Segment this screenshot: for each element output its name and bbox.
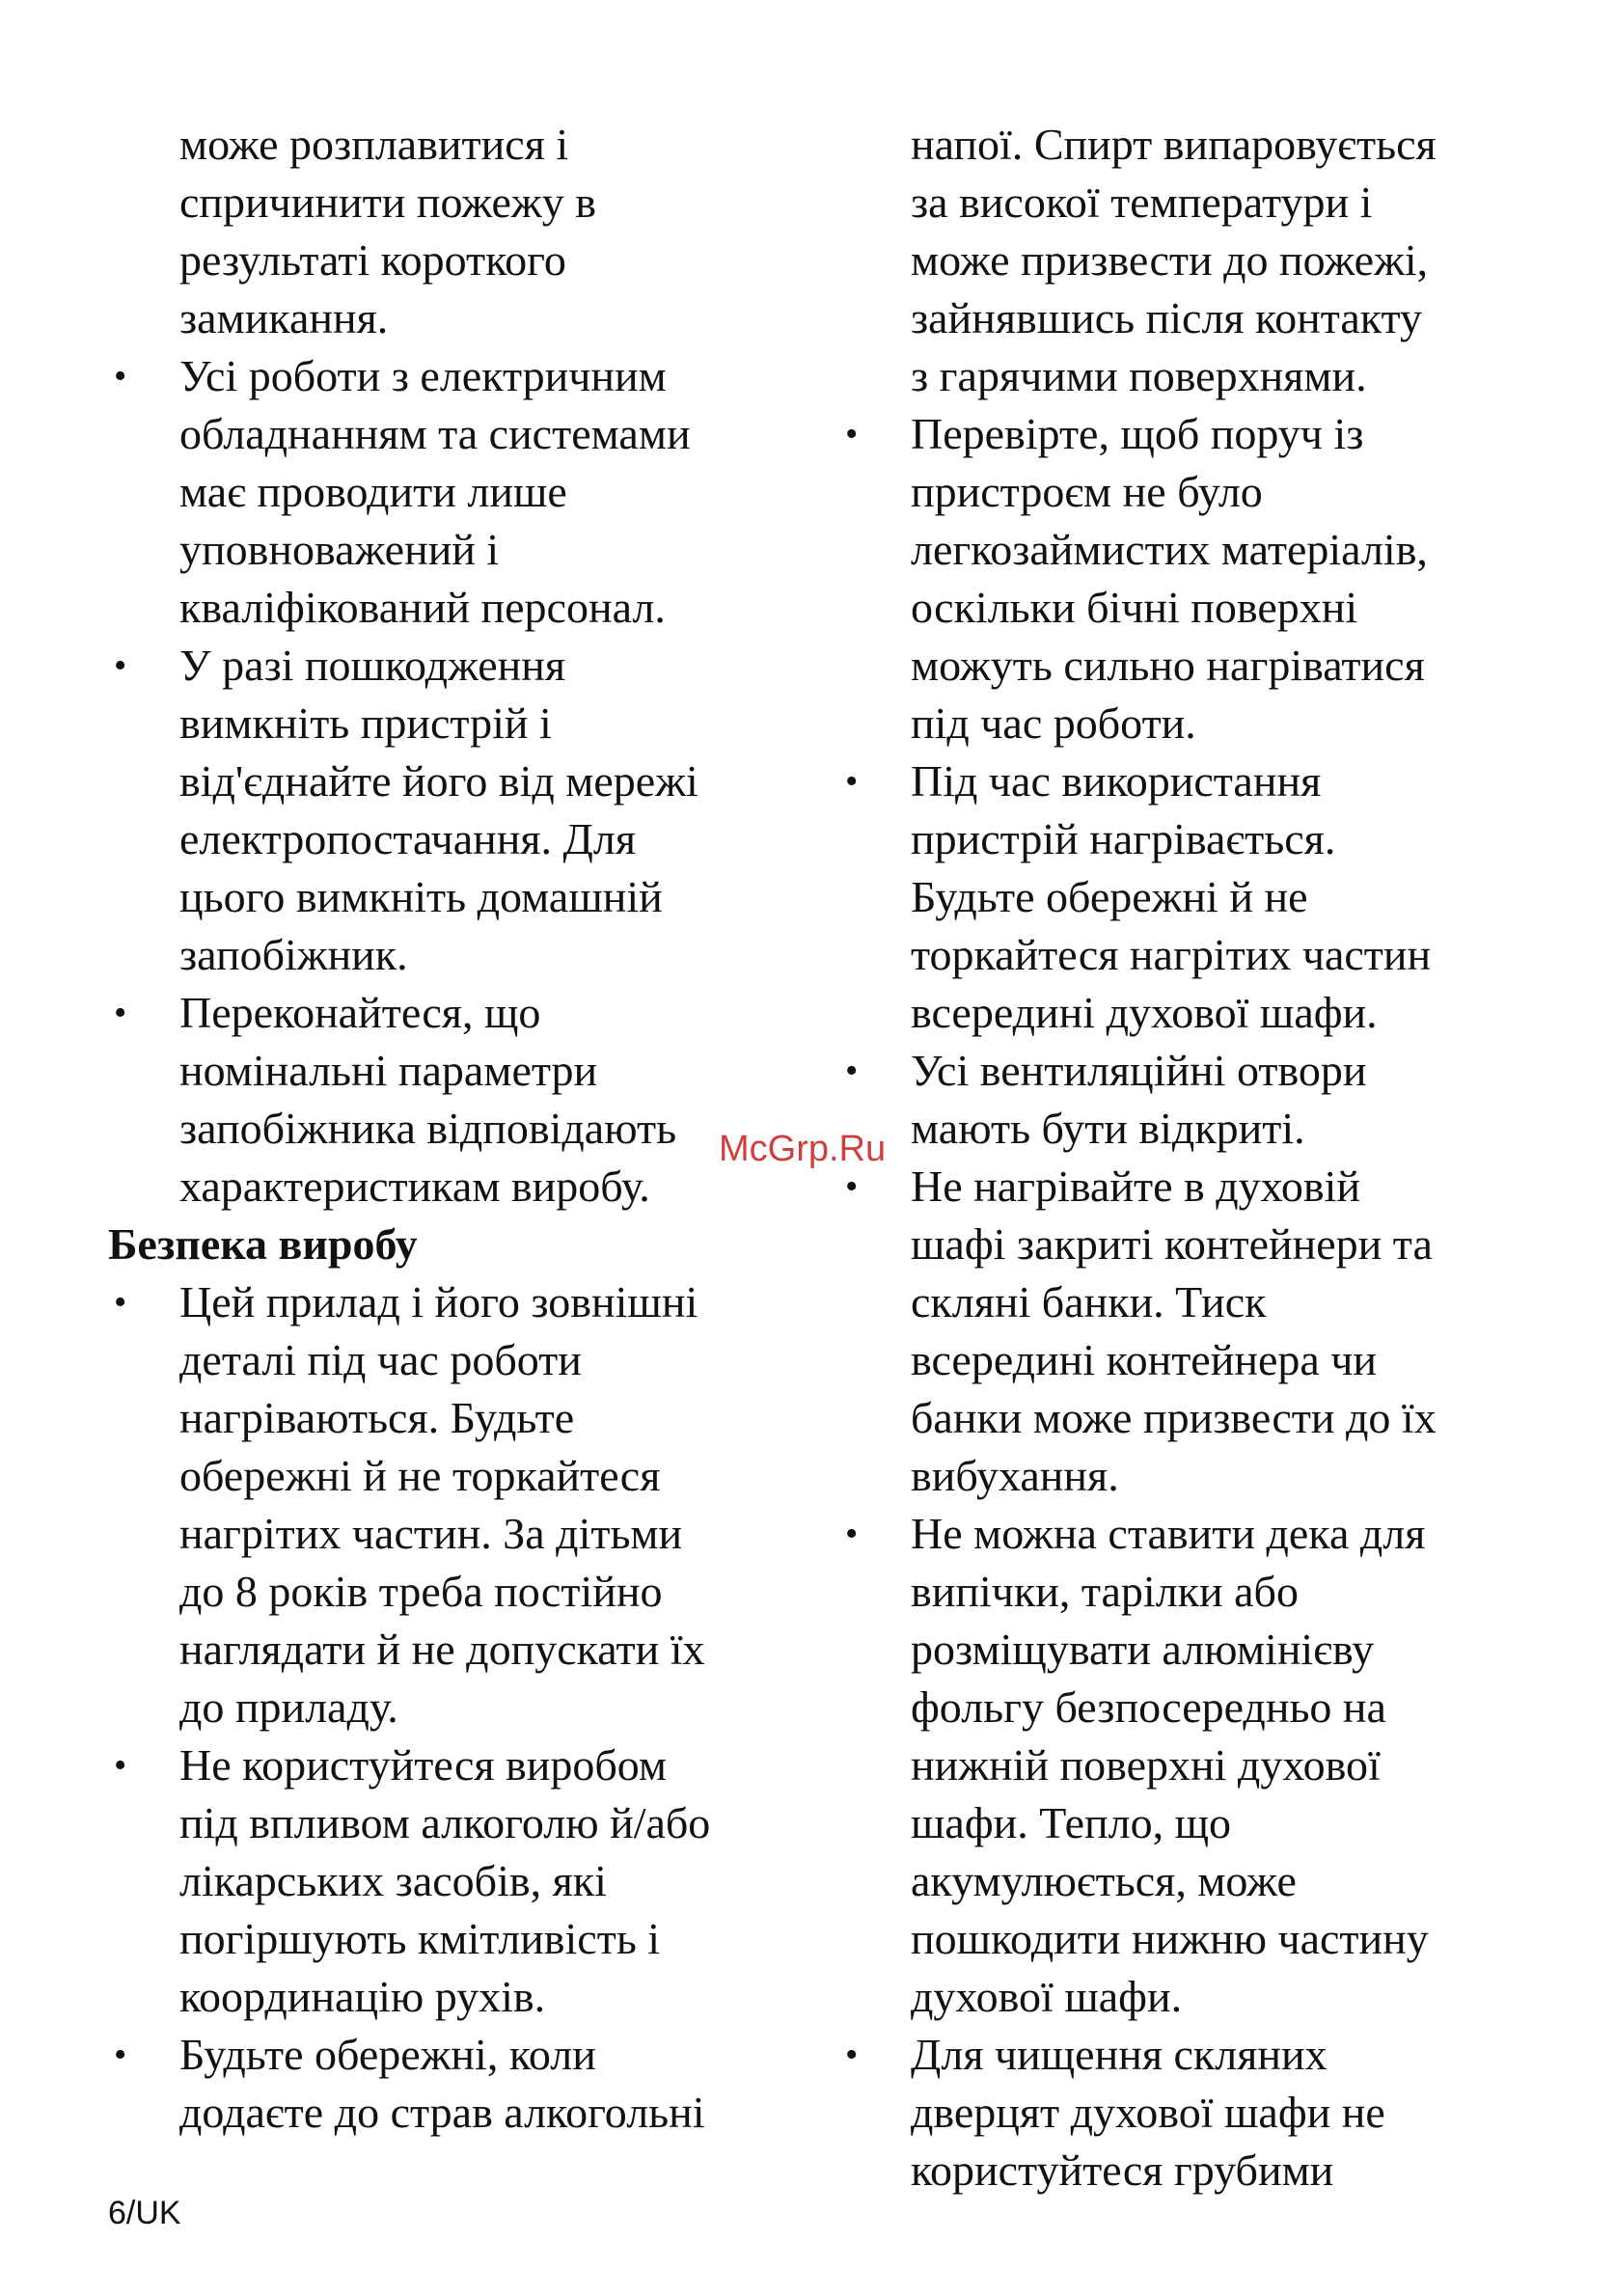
text-line: [108, 984, 803, 1042]
line-text: можуть сильно нагріватися: [911, 641, 1425, 690]
continued-text: [839, 116, 1534, 405]
line-text: може розплавитися і: [179, 120, 569, 169]
text-line: [839, 521, 1534, 579]
line-text: Усі вентиляційні отвори: [911, 1046, 1367, 1095]
text-line: [108, 2084, 803, 2142]
bullet-item: [839, 752, 1534, 1042]
line-text: результаті короткого: [179, 235, 566, 285]
text-line: [839, 1968, 1534, 2026]
line-text: спричинити пожежу в: [179, 178, 596, 227]
line-text: Перевірте, щоб поруч із: [911, 409, 1364, 458]
text-line: [839, 1273, 1534, 1331]
line-text: запобіжника відповідають: [179, 1104, 677, 1153]
line-text: має проводити лише: [179, 467, 567, 516]
text-line: [108, 232, 803, 289]
line-text: дверцят духової шафи не: [911, 2088, 1385, 2137]
text-line: [108, 521, 803, 579]
bullet-icon: •: [114, 1745, 127, 1786]
line-text: мають бути відкриті.: [911, 1104, 1305, 1153]
line-text: лікарських засобів, які: [179, 1856, 607, 1905]
right-column: [839, 116, 1534, 2200]
line-text: погіршують кмітливість і: [179, 1914, 661, 1963]
text-line: [108, 1158, 803, 1216]
line-text: під час роботи.: [911, 698, 1196, 748]
text-line: [108, 1216, 803, 1273]
text-line: [108, 868, 803, 926]
bullet-icon: •: [114, 993, 127, 1033]
line-text: пошкодити нижню частину: [911, 1914, 1429, 1963]
line-text: вимкніть пристрій і: [179, 698, 552, 748]
text-line: [108, 1621, 803, 1679]
text-line: [108, 695, 803, 752]
text-line: [839, 810, 1534, 868]
bullet-icon: •: [114, 356, 127, 396]
text-line: [839, 463, 1534, 521]
text-line: [108, 1389, 803, 1447]
line-text: з гарячими поверхнями.: [911, 351, 1367, 400]
line-text: до приладу.: [179, 1682, 398, 1732]
text-line: [108, 1273, 803, 1331]
text-line: [839, 1505, 1534, 1563]
line-text: напої. Спирт випаровується: [911, 120, 1437, 169]
text-line: [839, 984, 1534, 1042]
text-line: [108, 1910, 803, 1968]
line-text: зайнявшись після контакту: [911, 293, 1423, 342]
text-line: [839, 232, 1534, 289]
text-line: [839, 1216, 1534, 1273]
line-text: Не можна ставити дека для: [911, 1509, 1426, 1558]
line-text: Будьте обережні й не: [911, 872, 1308, 921]
bullet-icon: •: [845, 1166, 859, 1207]
bullet-icon: •: [114, 2035, 127, 2075]
bullet-item: [839, 1505, 1534, 2026]
line-text: номінальні параметри: [179, 1046, 598, 1095]
line-text: вибухання.: [911, 1451, 1119, 1500]
line-text: торкайтеся нагрітих частин: [911, 930, 1432, 979]
text-line: [108, 1100, 803, 1158]
bullet-icon: •: [114, 645, 127, 686]
line-text: нижній поверхні духової: [911, 1740, 1381, 1790]
text-line: [108, 579, 803, 637]
line-text: нагрітих частин. За дітьми: [179, 1509, 683, 1558]
line-text: обережні й не торкайтеся: [179, 1451, 661, 1500]
line-text: може призвести до пожежі,: [911, 235, 1429, 285]
text-line: [839, 926, 1534, 984]
line-text: додаєте до страв алкогольні: [179, 2088, 705, 2137]
text-line: [839, 116, 1534, 174]
text-line: [839, 1910, 1534, 1968]
line-text: за високої температури і: [911, 178, 1373, 227]
line-text: пристрій нагрівається.: [911, 814, 1336, 863]
text-line: [839, 1794, 1534, 1852]
line-text: духової шафи.: [911, 1972, 1183, 2021]
text-line: [839, 1736, 1534, 1794]
line-text: Переконайтеся, що: [179, 988, 541, 1037]
text-line: [839, 174, 1534, 232]
bullet-icon: •: [845, 761, 859, 802]
text-line: [108, 1331, 803, 1389]
bullet-icon: •: [845, 1051, 859, 1091]
line-text: скляні банки. Тиск: [911, 1277, 1267, 1326]
text-line: [108, 1679, 803, 1736]
bullet-item: [839, 405, 1534, 752]
text-line: [108, 1852, 803, 1910]
bullet-item: [839, 2026, 1534, 2200]
text-line: [108, 810, 803, 868]
bullet-item: [108, 637, 803, 984]
line-text: випічки, тарілки або: [911, 1567, 1299, 1616]
line-text: до 8 років треба постійно: [179, 1567, 663, 1616]
text-line: [108, 1968, 803, 2026]
line-text: Будьте обережні, коли: [179, 2030, 596, 2079]
watermark: McGrp.Ru: [719, 1129, 887, 1169]
line-text: під впливом алкоголю й/або: [179, 1798, 711, 1847]
line-text: координацію рухів.: [179, 1972, 546, 2021]
text-line: [839, 1679, 1534, 1736]
line-text: фольгу безпосередньо на: [911, 1682, 1386, 1732]
text-line: [108, 405, 803, 463]
line-text: запобіжник.: [179, 930, 408, 979]
text-line: [108, 637, 803, 695]
left-column: [108, 116, 803, 2142]
text-line: [839, 637, 1534, 695]
bullet-item: [839, 1042, 1534, 1158]
line-text: електропостачання. Для: [179, 814, 637, 863]
line-text: обладнанням та системами: [179, 409, 691, 458]
line-text: нагріваються. Будьте: [179, 1393, 575, 1442]
bullet-item: [839, 1158, 1534, 1505]
line-text: Не нагрівайте в духовій: [911, 1162, 1360, 1211]
bullet-item: [108, 347, 803, 637]
bullet-icon: •: [845, 2035, 859, 2075]
text-line: [839, 2084, 1534, 2142]
text-line: [839, 289, 1534, 347]
text-line: [839, 1158, 1534, 1216]
bullet-icon: •: [114, 1282, 127, 1323]
bullet-item: [108, 1273, 803, 1736]
text-line: [108, 926, 803, 984]
line-text: банки може призвести до їх: [911, 1393, 1437, 1442]
text-line: [839, 1100, 1534, 1158]
line-text: від'єднайте його від мережі: [179, 756, 698, 806]
line-text: пристроєм не було: [911, 467, 1263, 516]
line-text: акумулюється, може: [911, 1856, 1297, 1905]
line-text: розміщувати алюмінієву: [911, 1625, 1375, 1674]
line-text: характеристикам виробу.: [179, 1162, 650, 1211]
text-line: [108, 752, 803, 810]
text-line: [108, 1505, 803, 1563]
text-line: [839, 2142, 1534, 2200]
bullet-item: [108, 984, 803, 1216]
text-line: [839, 868, 1534, 926]
text-line: [839, 2026, 1534, 2084]
text-line: [108, 1563, 803, 1621]
line-text: Під час використання: [911, 756, 1322, 806]
line-text: шафі закриті контейнери та: [911, 1219, 1433, 1269]
line-text: кваліфікований персонал.: [179, 583, 666, 632]
bullet-item: [108, 2026, 803, 2142]
text-line: [108, 463, 803, 521]
line-text: оскільки бічні поверхні: [911, 583, 1358, 632]
line-text: всередині духової шафи.: [911, 988, 1378, 1037]
page-number: 6/UK: [108, 2195, 181, 2231]
text-line: [839, 1621, 1534, 1679]
text-line: [839, 1447, 1534, 1505]
continued-text: [108, 116, 803, 347]
text-line: [839, 695, 1534, 752]
bullet-item: [108, 1736, 803, 2026]
text-line: [839, 1852, 1534, 1910]
text-line: [839, 1563, 1534, 1621]
text-line: [839, 405, 1534, 463]
text-line: [839, 347, 1534, 405]
text-line: [108, 1042, 803, 1100]
bullet-icon: •: [845, 1514, 859, 1554]
line-text: користуйтеся грубими: [911, 2146, 1334, 2195]
text-line: [839, 1042, 1534, 1100]
line-text: наглядати й не допускати їх: [179, 1625, 705, 1674]
bullet-icon: •: [845, 414, 859, 454]
text-line: [839, 579, 1534, 637]
text-line: [108, 174, 803, 232]
text-line: [839, 752, 1534, 810]
text-line: [839, 1389, 1534, 1447]
line-text: всередині контейнера чи: [911, 1335, 1378, 1384]
section-heading: [108, 1216, 803, 1273]
text-line: [108, 1794, 803, 1852]
line-text: Усі роботи з електричним: [179, 351, 667, 400]
line-text: У разі пошкодження: [179, 641, 566, 690]
line-text: шафи. Тепло, що: [911, 1798, 1232, 1847]
line-text: Для чищення скляних: [911, 2030, 1328, 2079]
line-text: легкозаймистих матеріалів,: [911, 525, 1428, 574]
line-text: замикання.: [179, 293, 389, 342]
line-text: цього вимкніть домашній: [179, 872, 663, 921]
text-line: [108, 1447, 803, 1505]
text-line: [839, 1331, 1534, 1389]
line-text: Не користуйтеся виробом: [179, 1740, 668, 1790]
text-line: [108, 1736, 803, 1794]
text-line: [108, 116, 803, 174]
line-text: деталі під час роботи: [179, 1335, 582, 1384]
text-line: [108, 2026, 803, 2084]
text-line: [108, 289, 803, 347]
line-text: Безпека виробу: [108, 1219, 418, 1269]
line-text: Цей прилад і його зовнішні: [179, 1277, 698, 1326]
text-line: [108, 347, 803, 405]
line-text: уповноважений і: [179, 525, 500, 574]
